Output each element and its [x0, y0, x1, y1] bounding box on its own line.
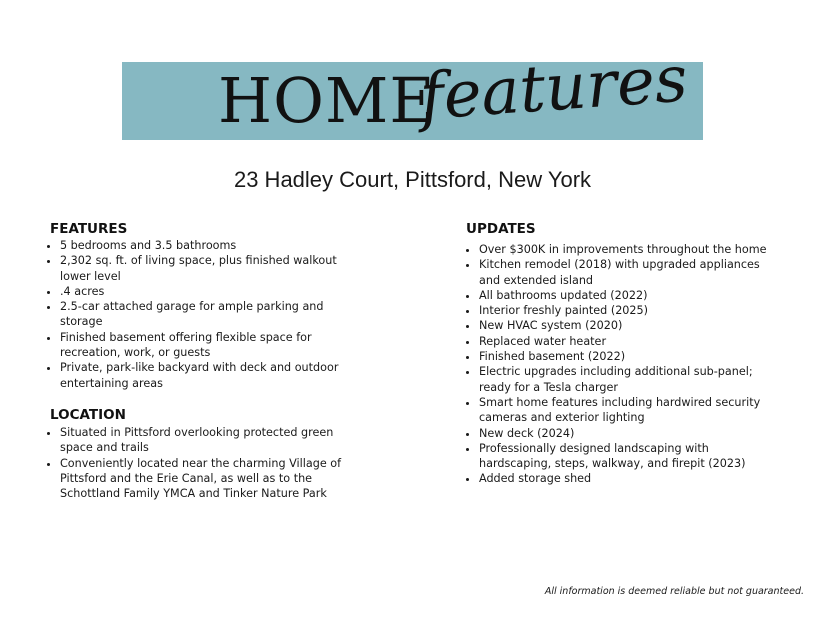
list-item: • .4 acres	[60, 284, 360, 299]
list-item: • Professionally designed landscaping with hardscaping, steps, walkway, and firepit (2023)	[479, 441, 779, 472]
list-item: • Situated in Pittsford overlooking protected green space and trails	[60, 425, 356, 456]
list-item: • Added storage shed	[479, 471, 779, 486]
property-address: 23 Hadley Court, Pittsford, New York	[233, 167, 592, 192]
list-item: • Kitchen remodel (2018) with upgraded appliances and extended island	[479, 257, 779, 288]
title-features-script: features	[417, 42, 690, 135]
list-item: • New HVAC system (2020)	[479, 318, 779, 333]
location-heading: LOCATION	[50, 407, 126, 423]
list-item: • Conveniently located near the charming Village of Pittsford and the Erie Canal, as well as to the Schottland Family YMCA and Tinker Nature Park	[60, 456, 356, 502]
list-item: • Private, park-like backyard with deck and outdoor entertaining areas	[60, 360, 360, 391]
list-item: • Finished basement offering flexible space for recreation, work, or guests	[60, 330, 360, 361]
list-item: • 2.5-car attached garage for ample parking and storage	[60, 299, 360, 330]
list-item: • Electric upgrades including additional sub-panel; ready for a Tesla charger	[479, 364, 779, 395]
features-list	[46, 238, 360, 391]
list-item: • 2,302 sq. ft. of living space, plus finished walkout lower level	[60, 253, 360, 284]
list-item: • 5 bedrooms and 3.5 bathrooms	[60, 238, 360, 253]
features-heading: FEATURES	[50, 221, 128, 237]
list-item: • Interior freshly painted (2025)	[479, 303, 779, 318]
list-item: • New deck (2024)	[479, 426, 779, 441]
location-list	[46, 425, 356, 501]
title-home: HOME	[218, 64, 436, 137]
list-item: • Smart home features including hardwired security cameras and exterior lighting	[479, 395, 779, 426]
list-item: • Finished basement (2022)	[479, 349, 779, 364]
list-item: • Replaced water heater	[479, 334, 779, 349]
updates-heading: UPDATES	[466, 221, 536, 237]
list-item: • All bathrooms updated (2022)	[479, 288, 779, 303]
updates-list	[465, 242, 779, 487]
disclaimer: All information is deemed reliable but not guaranteed.	[544, 586, 804, 597]
list-item: • Over $300K in improvements throughout the home	[479, 242, 779, 257]
